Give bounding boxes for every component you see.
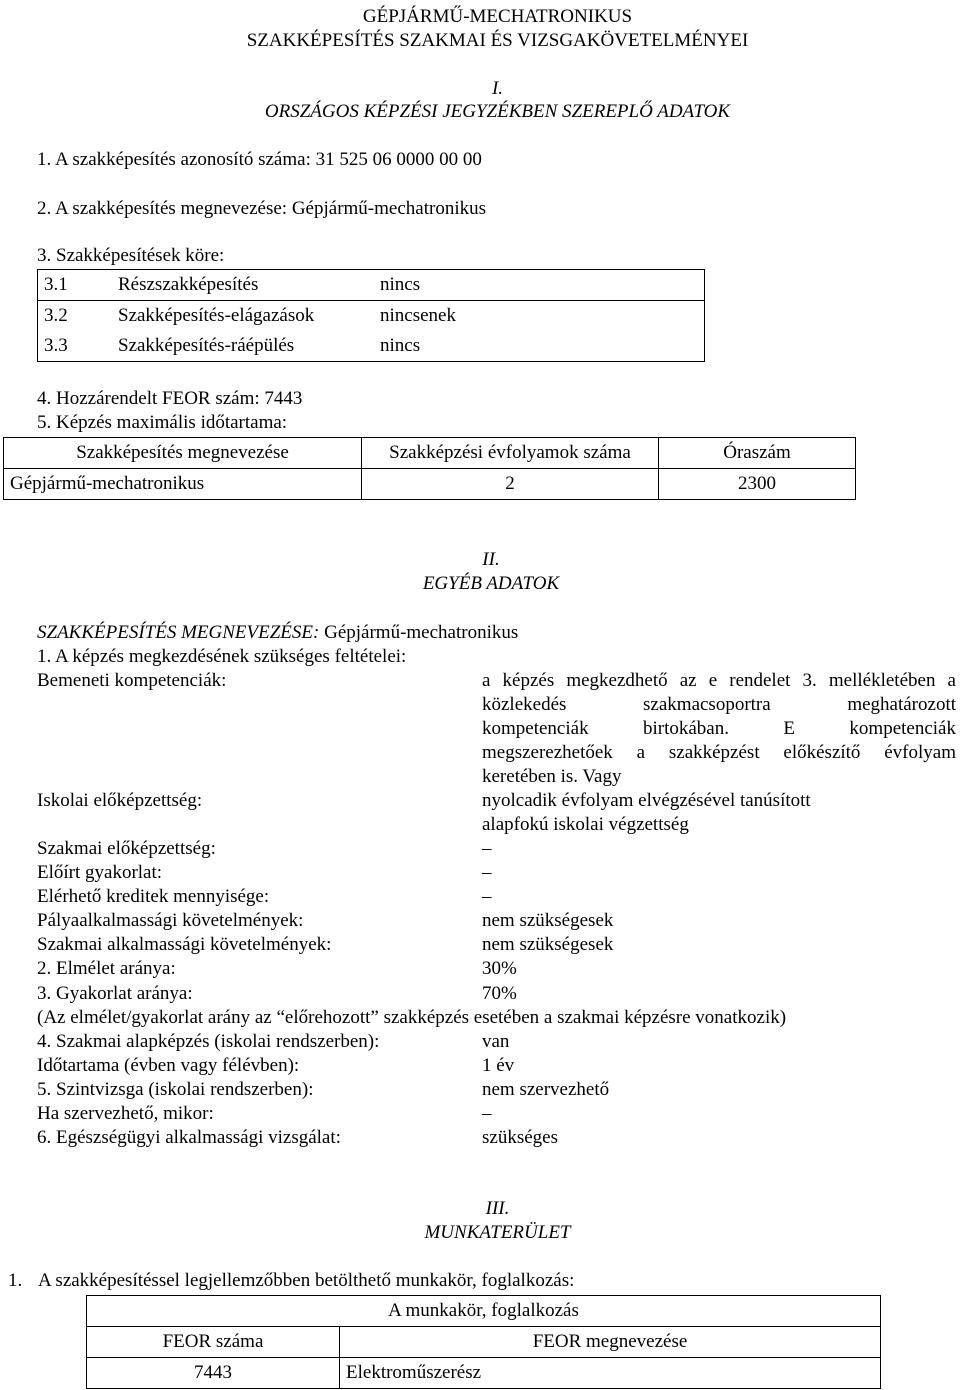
- job-cell-feor-name: Elektroműszerész: [340, 1358, 881, 1389]
- qualification-scope-label: 3. Szakképesítések köre:: [37, 245, 225, 266]
- section-2-title: EGYÉB ADATOK: [422, 573, 560, 594]
- row-value: nem szervezhető: [482, 1079, 610, 1100]
- duration-header-hours: Óraszám: [659, 438, 856, 469]
- scope-name: Szakképesítés-ráépülés: [112, 331, 374, 362]
- qualification-name-label: SZAKKÉPESÍTÉS MEGNEVEZÉSE:: [37, 622, 320, 643]
- requirements-title: 1. A képzés megkezdésének szükséges feltételei:: [37, 646, 407, 667]
- scope-name: Szakképesítés-elágazások: [118, 305, 315, 326]
- table-row: [87, 1327, 881, 1358]
- row-value: –: [482, 886, 492, 907]
- row-label: Előírt gyakorlat:: [37, 862, 163, 883]
- theory-ratio-label: 2. Elmélet aránya:: [37, 958, 176, 979]
- table-row: [87, 1296, 881, 1327]
- duration-header-years: Szakképzési évfolyamok száma: [362, 438, 659, 469]
- theory-ratio-value: 30%: [482, 958, 517, 979]
- table-row: [38, 301, 705, 332]
- row-label: Pályaalkalmassági követelmények:: [37, 910, 304, 931]
- scope-num: 3.1: [38, 270, 113, 301]
- feor-number: 4. Hozzárendelt FEOR szám: 7443: [37, 388, 303, 409]
- entry-line: közlekedés szakmacsoportra meghatározott: [482, 694, 956, 715]
- qualification-id: 1. A szakképesítés azonosító száma: 31 525 06 0000 00 00: [37, 149, 482, 170]
- row-label: Ha szervezhető, mikor:: [37, 1103, 214, 1124]
- document-title: GÉPJÁRMŰ-MECHATRONIKUS: [362, 6, 633, 27]
- entry-line: a képzés megkezdhető az e rendelet 3. mellékletében a: [482, 670, 956, 691]
- table-row: [38, 270, 705, 301]
- entry-competencies-label: Bemeneti kompetenciák:: [37, 670, 227, 691]
- row-label: 6. Egészségügyi alkalmassági vizsgálat:: [37, 1127, 341, 1148]
- scope-name: Részszakképesítés: [112, 270, 374, 301]
- job-header-feor-name: FEOR megnevezése: [340, 1327, 881, 1358]
- scope-num: 3.3: [38, 331, 113, 362]
- row-value: –: [482, 862, 492, 883]
- entry-competencies-value: [482, 670, 956, 790]
- school-education-line2: alapfokú iskolai végzettség: [482, 814, 689, 835]
- school-education-label: Iskolai előképzettség:: [37, 790, 203, 811]
- practice-ratio-value: 70%: [482, 983, 517, 1004]
- ratio-note: (Az elmélet/gyakorlat arány az “előrehozott” szakképzés esetében a szakmai képzésre vonatkozik): [37, 1007, 787, 1028]
- table-row: [4, 438, 856, 469]
- school-education-line1: nyolcadik évfolyam elvégzésével tanúsított: [482, 790, 811, 811]
- job-table: [86, 1295, 881, 1389]
- row-label: 4. Szakmai alapképzés (iskolai rendszerben):: [37, 1031, 380, 1052]
- scope-num: 3.2: [38, 301, 113, 332]
- row-value: van: [482, 1031, 510, 1052]
- entry-line: keretében is. Vagy: [482, 766, 622, 787]
- table-row: [4, 469, 856, 500]
- row-label: Szakmai alkalmassági követelmények:: [37, 934, 332, 955]
- section-2-roman: II.: [482, 549, 500, 570]
- row-label: Szakmai előképzettség:: [37, 838, 216, 859]
- scope-value: nincs: [374, 270, 705, 301]
- section-3-roman: III.: [485, 1198, 510, 1219]
- scope-value: nincsenek: [374, 301, 705, 332]
- max-duration-label: 5. Képzés maximális időtartama:: [37, 412, 288, 433]
- section-1-roman: I.: [491, 78, 504, 99]
- practice-ratio-label: 3. Gyakorlat aránya:: [37, 983, 193, 1004]
- row-value: –: [482, 838, 492, 859]
- qualification-name: 2. A szakképesítés megnevezése: Gépjármű-mechatronikus: [37, 198, 486, 219]
- table-row: [38, 331, 705, 362]
- row-value: nem szükségesek: [482, 910, 614, 931]
- section-3-title: MUNKATERÜLET: [424, 1222, 571, 1243]
- job-item-text: A szakképesítéssel legjellemzőbben betölthető munkakör, foglalkozás:: [38, 1270, 575, 1291]
- job-item-number: 1.: [8, 1270, 23, 1291]
- document-subtitle: SZAKKÉPESÍTÉS SZAKMAI ÉS VIZSGAKÖVETELMÉNYEI: [246, 30, 749, 51]
- row-label: Elérhető kreditek mennyisége:: [37, 886, 270, 907]
- row-label: Időtartama (évben vagy félévben):: [37, 1055, 300, 1076]
- qualification-name-line: [37, 622, 518, 644]
- row-value: –: [482, 1103, 492, 1124]
- entry-line: kompetenciák birtokában. E kompetenciák: [482, 718, 956, 739]
- scope-table: [37, 269, 705, 362]
- job-header-feor-number: FEOR száma: [87, 1327, 340, 1358]
- section-1-title: ORSZÁGOS KÉPZÉSI JEGYZÉKBEN SZEREPLŐ ADATOK: [264, 101, 731, 122]
- row-value: 1 év: [482, 1055, 515, 1076]
- row-value: nem szükségesek: [482, 934, 614, 955]
- row-value: szükséges: [482, 1127, 558, 1148]
- row-label: 5. Szintvizsga (iskolai rendszerben):: [37, 1079, 314, 1100]
- duration-cell-hours: 2300: [659, 469, 856, 500]
- job-cell-feor-number: 7443: [87, 1358, 340, 1389]
- duration-cell-years: 2: [362, 469, 659, 500]
- duration-header-name: Szakképesítés megnevezése: [4, 438, 362, 469]
- entry-line: megszerezhetőek a szakképzést előkészítő évfolyam: [482, 742, 956, 763]
- table-row: [87, 1358, 881, 1389]
- qualification-name-value: Gépjármű-mechatronikus: [324, 622, 519, 643]
- duration-table: [3, 437, 856, 500]
- scope-value: nincs: [374, 331, 705, 362]
- duration-cell-name: Gépjármű-mechatronikus: [4, 469, 362, 500]
- job-table-caption: A munkakör, foglalkozás: [87, 1296, 881, 1327]
